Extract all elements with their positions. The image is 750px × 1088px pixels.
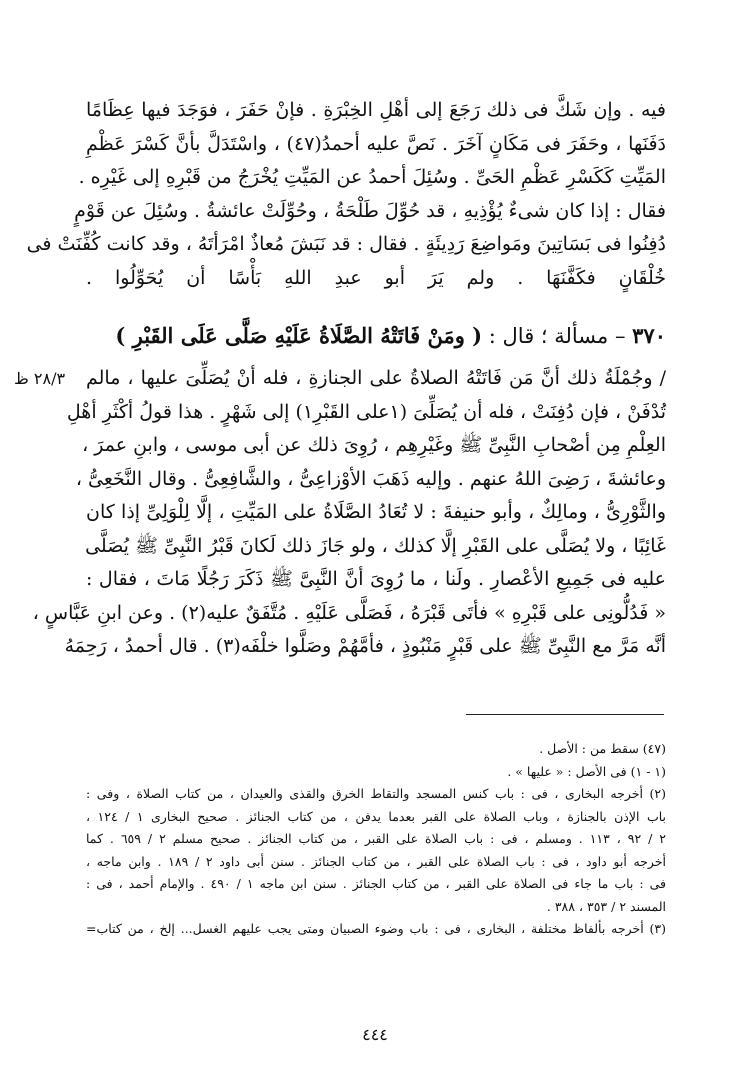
text-line: غَائِبًا ، ولا يُصَلَّى على القَبْرِ إلَّا كذلك ، ولو جَازَ ذلك لَكانَ قَبْرُ النَّبِىِّ ﷺ يُصَلَّى — [85, 534, 666, 557]
section-heading — [86, 318, 666, 354]
text-line: دَفَنَها ، وحَفَرَ فى مَكَانٍ آخَرَ . نَصَّ عليه أحمدُ(٤٧) ، واسْتَدَلَّ بأنَّ كَسْرَ عَظْمِ — [86, 132, 666, 155]
text-line: المَيِّتِ كَكَسْرِ عَظْمِ الحَىِّ . وسُئِلَ أحمدُ عن المَيِّتِ يُخْرَجُ من قَبْرِهِ إلى غَيْرِه . — [78, 166, 666, 188]
footnote-line: فى : باب ما جاء فى الصلاة على القبر ، من كتاب الجنائز . سنن ابن ماجه ١ / ٤٩٠ . والإمام أحمد ، فى : — [86, 876, 666, 891]
text-line: خُلْقَانٍ فكَفَّنَهَا . ولم يَرَ أبو عبدِ اللهِ بَأْسًا أن يُحَوِّلُوا . — [86, 266, 666, 289]
text-line: والثَّوْرِىُّ ، ومالِكٌ ، وأبو حنيفةَ : لا تُعَادُ الصَّلَاةُ على المَيِّتِ ، إلَّا لِلْوَلِىِّ إذا كان — [86, 501, 666, 523]
footnote-line: (١ - ١) فى الأصل : « عليها » . — [507, 763, 666, 779]
text-line: عليه فى جَمِيعِ الأعْصارِ . ولَنا ، ما رُوِىَ أنَّ النَّبِىَّ ﷺ ذَكَرَ رَجُلًا مَاتَ ، فقال : — [86, 568, 666, 590]
text-line: « فَدُلُّونِى على قَبْرِهِ » فأتَى قَبْرَهُ ، فَصَلَّى عَلَيْهِ . مُتَّفَقٌ عليه(٢) . وعن ابنِ عَبَّاسٍ ، — [32, 601, 666, 624]
text-line: أنَّه مَرَّ مع النَّبِىِّ ﷺ على قَبْرٍ مَنْبُوذٍ ، فأمَّهُمْ وصَلَّوا خلْفَه(٣) . قال أحمدُ ، رَحِمَهُ — [64, 635, 666, 657]
text-line: فيه . وإن شَكَّ فى ذلك رَجَعَ إلى أهْلِ الخِبْرَةِ . فإنْ حَفَرَ ، فوَجَدَ فيها عِظَامًا — [86, 99, 666, 121]
footnote-line: باب الإذن بالجنازة ، وباب الصلاة على القبر بعدما يدفن ، من كتاب الجنائز . صحيح البخارى ١ / ١٢٤ ، — [86, 808, 666, 824]
text-line: دُفِنُوا فى بَسَاتِينَ ومَواضِعَ رَدِيئَةٍ . فقال : قد نَبَشَ مُعاذٌ امْرَأتَهُ ، وقد كانت كُفِّنَتْ فى — [26, 233, 666, 255]
footnote-line: المسند ٢ / ٣٥٣ ، ٣٨٨ . — [546, 898, 666, 914]
text-line: وعائشةَ ، رَضِىَ اللهُ عنهم . وإليه ذَهَبَ الأوْزاعِىُّ ، والشَّافِعِىُّ . وقال النَّخَعِىُّ ، — [75, 467, 666, 490]
page-number: ٤٤٤ — [362, 1025, 388, 1044]
text-line: العِلْمِ مِن أصْحابِ النَّبِىِّ ﷺ وغَيْرِهِم ، رُوِىَ ذلك عن أبى موسى ، وابنِ عمرَ ، — [82, 434, 666, 456]
text-line: تُدْفَنْ ، فإن دُفِنَتْ ، فله أن يُصَلِّىَ (١على القَبْرِ١) إلى شَهْرٍ . هذا قولُ أكْثَرِ أهْلِ — [66, 400, 666, 423]
issue-prefix: – مسألة ؛ قال : — [488, 324, 626, 348]
text-line: / وجُمْلَةُ ذلك أنَّ مَن فَاتَتْهُ الصلاةُ على الجنازةِ ، فله أنْ يُصَلِّىَ عليها ، مالم — [86, 367, 666, 389]
footnote-line: (٣) أخرجه بألفاظ مختلفة ، البخارى ، فى : باب وضوء الصبيان ومتى يجب عليهم الغسل... إلخ ، من كتاب= — [86, 921, 666, 936]
footnote-line: (٤٧) سقط من : الأصل . — [539, 741, 666, 756]
top-paragraph — [26, 94, 666, 295]
text-line: فقال : إذا كان شىءٌ يُؤْذِيهِ ، قد حُوِّلَ طَلْحَةُ ، وحُوِّلَتْ عائشةُ . وسُئِلَ عن قَوْمٍ — [74, 199, 666, 222]
footnotes — [86, 738, 666, 941]
footnote-line: ٢ / ٩٢ ، ١١٣ . ومسلم ، فى : باب الصلاة على القبر ، من كتاب الجنائز . صحيح مسلم ٢ / ٦٥٩ . كما — [86, 831, 666, 846]
issue-title: ( ومَنْ فَاتَتْهُ الصَّلَاةُ عَلَيْهِ صَلَّى عَلَى القَبْرِ ) — [115, 323, 483, 348]
footnote-divider — [466, 714, 664, 715]
issue-number: ٣٧٠ — [632, 323, 666, 348]
margin-folio-marker: ٢٨/٣ ظ — [14, 369, 66, 388]
footnote-line: أخرجه أبو داود ، فى : باب الصلاة على القبر ، من كتاب الجنائز . سنن أبى داود ٢ / ١٨٩ . وابن ماجه ، — [86, 853, 666, 869]
footnote-line: (٢) أخرجه البخارى ، فى : باب كنس المسجد والتقاط الخرق والقذى والعيدان ، من كتاب الصلاة ، وفى : — [86, 786, 666, 801]
